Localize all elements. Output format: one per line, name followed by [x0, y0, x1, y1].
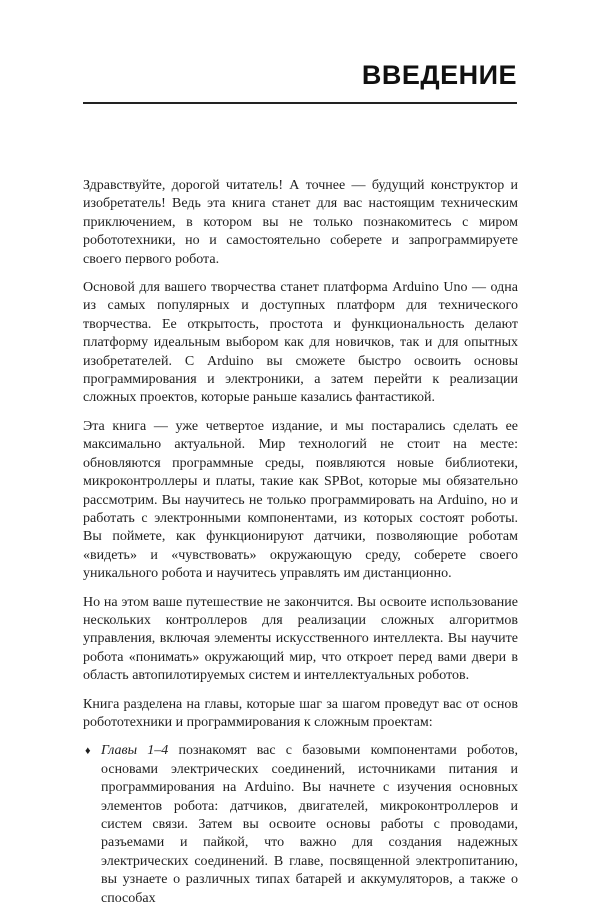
title-divider	[83, 102, 517, 104]
chapter-list	[83, 742, 518, 908]
paragraph: Основой для вашего творчества станет платформа Arduino Uno — одна из самых популярных и доступных платформ для технического творчества. Ее открытость, простота и функциональность делают платформу идеальным выбором как для новичков, так и для опытных изобретателей. С Arduino вы сможете быстро освоить основы программирования и электроники, а затем перейти к реализации сложных проектов, которые раньше казались фантастикой.	[83, 280, 518, 406]
list-item-text: познакомят вас с базовыми компонентами роботов, основами электрических соединений, источниками питания и программирования на Arduino. Вы начнете с изучения основных элементов робота: датчиков, двигателей, микроконтроллеров и систем связи. Затем вы освоите основы работы с проводами, разъемами и пайкой, что важно для создания надежных электрических соединений. В главе, посвященной электропитанию, вы узнаете о различных типах батарей и аккумуляторов, а также о способах	[101, 743, 518, 906]
page-title: ВВЕДЕНИЕ	[361, 60, 517, 90]
list-item	[83, 742, 518, 908]
paragraph: Книга разделена на главы, которые шаг за шагом проведут вас от основ робототехники и программирования к сложным проектам:	[83, 696, 518, 730]
paragraph: Эта книга — уже четвертое издание, и мы постарались сделать ее максимально актуальной. Мир технологий не стоит на месте: обновляются программные среды, появляются новые библиотеки, микроконтроллеры и платы, такие как SPBot, которые мы обязательно рассмотрим. Вы научитесь не только программировать на Arduino, но и работать с электронными компонентами, из которых состоят роботы. Вы поймете, как функционируют датчики, позволяющие роботам «видеть» и «чувствовать» окружающую среду, соберете своего уникального робота и научитесь управлять им дистанционно.	[83, 418, 518, 582]
paragraph: Здравствуйте, дорогой читатель! А точнее — будущий конструктор и изобретатель! Ведь эта книга станет для вас настоящим техническим приключением, в котором вы не только познакомитесь с миром робототехники, но и самостоятельно соберете и запрограммируете своего первого робота.	[83, 178, 518, 267]
diamond-bullet-icon: ♦	[85, 745, 91, 758]
paragraph: Но на этом ваше путешествие не закончится. Вы освоите использование нескольких контроллеров для реализации сложных алгоритмов управления, включая элементы искусственного интеллекта. Вы научите робота «понимать» окружающий мир, что откроет перед вами двери в область автопилотируемых систем и интеллектуальных роботов.	[83, 594, 518, 684]
body-text	[83, 177, 518, 908]
chapter-range: Главы 1–4	[101, 743, 169, 759]
